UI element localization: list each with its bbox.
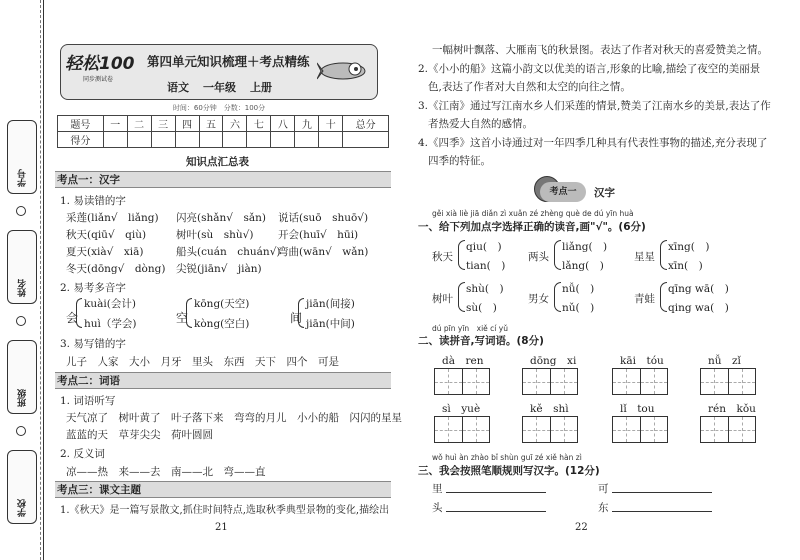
polyphone-reading: kōng(天空) bbox=[194, 298, 250, 310]
score-header-cell: 十 bbox=[319, 116, 343, 132]
writing-cell[interactable] bbox=[641, 417, 668, 442]
pinyin-annotation: gěi xià liè jiā diǎn zì xuǎn zé zhèng què de dú yīn huà bbox=[432, 209, 634, 218]
binding-hole bbox=[16, 426, 26, 436]
reading-choice: 采莲(liǎn√ liǎng) bbox=[66, 212, 159, 224]
score-header-cell: 八 bbox=[271, 116, 295, 132]
reading-choice: 船头(cuán chuán√) bbox=[176, 246, 281, 258]
brace bbox=[298, 298, 304, 328]
score-header-cell: 三 bbox=[151, 116, 175, 132]
option-word: 树叶 bbox=[432, 293, 453, 305]
polyphone-reading: jiān(中间) bbox=[306, 318, 355, 330]
polyphone-char: 会 bbox=[66, 311, 79, 325]
dictation-words: 蓝蓝的天 草芽尖尖 荷叶圆圆 bbox=[66, 429, 213, 441]
score-cell[interactable] bbox=[319, 132, 343, 148]
body-text: 3.《江南》通过写江南水乡人们采莲的情景,赞美了江南水乡的美景,表达了作 bbox=[418, 100, 771, 112]
polyphone-reading: jiān(间接) bbox=[306, 298, 355, 310]
score-header-cell: 四 bbox=[175, 116, 199, 132]
tianzige-box[interactable] bbox=[522, 368, 578, 395]
pinyin-option[interactable]: shù( ) bbox=[466, 283, 504, 295]
score-label-cell: 得分 bbox=[58, 132, 104, 148]
body-text: 四季的特征。 bbox=[428, 155, 491, 167]
easy-wrong-words: 儿子 人家 大小 月牙 里头 东西 天下 四个 可是 bbox=[66, 356, 339, 368]
score-cell[interactable] bbox=[247, 132, 271, 148]
cut-line bbox=[40, 0, 41, 560]
pinyin-option[interactable]: qīng wā( ) bbox=[668, 283, 729, 295]
topic-title: 汉字 bbox=[594, 187, 615, 199]
write-line[interactable] bbox=[446, 511, 546, 512]
writing-cell[interactable] bbox=[463, 369, 490, 394]
brace bbox=[660, 240, 667, 270]
option-word: 男女 bbox=[528, 293, 549, 305]
score-cell[interactable] bbox=[103, 132, 127, 148]
score-header-cell: 一 bbox=[103, 116, 127, 132]
antonym-list: 凉——热 来——去 南——北 弯——直 bbox=[66, 466, 266, 478]
write-line[interactable] bbox=[612, 511, 712, 512]
score-header-cell: 题号 bbox=[58, 116, 104, 132]
option-word: 两头 bbox=[528, 251, 549, 263]
polyphone-reading: huì（学会) bbox=[84, 318, 137, 330]
dictation-words: 天气凉了 树叶黄了 叶子落下来 弯弯的月儿 小小的船 闪闪的星星 bbox=[66, 412, 402, 424]
question-label: 1. 易读错的字 bbox=[60, 195, 126, 207]
pinyin-option[interactable]: qing wa( ) bbox=[668, 302, 729, 314]
brace bbox=[660, 282, 667, 312]
stroke-char: 头 bbox=[432, 502, 443, 514]
score-header-cell: 九 bbox=[295, 116, 319, 132]
binding-margin bbox=[0, 0, 44, 560]
brand-logo: 轻松100 同步测试卷 bbox=[65, 54, 135, 83]
writing-cell[interactable] bbox=[701, 417, 729, 442]
student-id-tab: 学号 bbox=[7, 120, 37, 194]
score-header-cell: 总分 bbox=[343, 116, 389, 132]
stroke-char: 里 bbox=[432, 483, 443, 495]
page-number: 21 bbox=[215, 522, 228, 533]
writing-cell[interactable] bbox=[551, 369, 578, 394]
option-word: 秋天 bbox=[432, 251, 453, 263]
writing-cell[interactable] bbox=[523, 369, 551, 394]
tianzige-box[interactable] bbox=[700, 416, 756, 443]
score-cell[interactable] bbox=[271, 132, 295, 148]
pinyin-option[interactable]: qiu( ) bbox=[466, 241, 502, 253]
body-text: 者热爱大自然的感情。 bbox=[428, 118, 533, 130]
score-cell[interactable] bbox=[175, 132, 199, 148]
topic-badge: 考点一 bbox=[540, 182, 586, 202]
writing-cell[interactable] bbox=[701, 369, 729, 394]
write-line[interactable] bbox=[612, 492, 712, 493]
question-title: 二、读拼音,写词语。(8分) bbox=[418, 335, 544, 347]
tianzige-box[interactable] bbox=[434, 368, 490, 395]
score-header-cell: 二 bbox=[127, 116, 151, 132]
score-header-cell: 七 bbox=[247, 116, 271, 132]
question-label: 3. 易写错的字 bbox=[60, 338, 126, 350]
subject-line: 语文 一年级 上册 bbox=[167, 81, 272, 94]
header-banner bbox=[60, 44, 378, 100]
writing-cell[interactable] bbox=[613, 369, 641, 394]
pinyin-option[interactable]: liǎng( ) bbox=[562, 241, 608, 253]
pinyin-option[interactable]: tian( ) bbox=[466, 260, 506, 272]
reading-choice: 弯曲(wān√ wǎn) bbox=[278, 246, 369, 258]
tianzige-box[interactable] bbox=[434, 416, 490, 443]
time-score-info: 时间：60分钟 分数：100分 bbox=[172, 104, 266, 112]
writing-cell[interactable] bbox=[613, 417, 641, 442]
pinyin-prompt: dōng xi bbox=[530, 355, 577, 367]
score-cell[interactable] bbox=[199, 132, 223, 148]
tianzige-box[interactable] bbox=[522, 416, 578, 443]
question-label: 2. 易考多音字 bbox=[60, 282, 126, 294]
brace bbox=[458, 282, 465, 312]
writing-cell[interactable] bbox=[463, 417, 490, 442]
writing-cell[interactable] bbox=[551, 417, 578, 442]
theme-text: 1.《秋天》是一篇写景散文,抓住时间特点,选取秋季典型景物的变化,描绘出 bbox=[60, 505, 390, 516]
reading-choice: 说话(suō shuō√) bbox=[278, 212, 369, 224]
brace bbox=[186, 298, 192, 328]
pinyin-prompt: kāi tóu bbox=[620, 355, 664, 367]
score-cell[interactable] bbox=[127, 132, 151, 148]
writing-cell[interactable] bbox=[729, 369, 756, 394]
reading-choice: 尖锐(jiān√ jiàn) bbox=[176, 263, 262, 275]
pinyin-prompt: rén kǒu bbox=[708, 403, 756, 415]
school-tab: 学校 bbox=[7, 450, 37, 524]
pinyin-prompt: sì yuè bbox=[442, 403, 481, 415]
pinyin-option[interactable]: sù( ) bbox=[466, 302, 497, 314]
stroke-char: 东 bbox=[598, 502, 609, 514]
score-cell[interactable] bbox=[295, 132, 319, 148]
pinyin-prompt: dà ren bbox=[442, 355, 484, 367]
brace bbox=[458, 240, 465, 270]
body-text: 2.《小小的船》这篇小韵文以优美的语言,形象的比喻,描绘了夜空的美丽景 bbox=[418, 63, 761, 75]
summary-title: 知识点汇总表 bbox=[186, 156, 249, 168]
brace bbox=[554, 240, 561, 270]
question-label: 2. 反义词 bbox=[60, 448, 105, 460]
tianzige-box[interactable] bbox=[700, 368, 756, 395]
score-cell[interactable] bbox=[223, 132, 247, 148]
writing-cell[interactable] bbox=[435, 369, 463, 394]
section-header: 考点一：汉字 bbox=[55, 171, 391, 188]
writing-cell[interactable] bbox=[729, 417, 756, 442]
option-word: 青蛙 bbox=[634, 293, 655, 305]
score-table bbox=[57, 115, 389, 148]
pinyin-prompt: nǚ zǐ bbox=[708, 355, 741, 367]
polyphone-char: 间 bbox=[290, 311, 303, 325]
rocket-illustration bbox=[317, 53, 369, 89]
writing-cell[interactable] bbox=[523, 417, 551, 442]
polyphone-char: 空 bbox=[176, 311, 189, 325]
reading-choice: 树叶(sù shù√) bbox=[176, 229, 254, 241]
pinyin-option[interactable]: xīng( ) bbox=[668, 241, 710, 253]
tianzige-box[interactable] bbox=[612, 368, 668, 395]
pinyin-option[interactable]: xīn( ) bbox=[668, 260, 703, 272]
score-cell[interactable] bbox=[343, 132, 389, 148]
pinyin-option[interactable]: nǔ( ) bbox=[562, 302, 595, 314]
reading-choice: 冬天(dōng√ dòng) bbox=[66, 263, 166, 275]
name-tab: 姓名 bbox=[7, 230, 37, 304]
write-line[interactable] bbox=[446, 492, 546, 493]
pinyin-prompt: lǐ tou bbox=[620, 403, 655, 415]
body-text: 4.《四季》这首小诗通过对一年四季几种具有代表性事物的描述,充分表现了 bbox=[418, 137, 768, 149]
option-word: 星星 bbox=[634, 251, 655, 263]
score-cell[interactable] bbox=[151, 132, 175, 148]
writing-cell[interactable] bbox=[435, 417, 463, 442]
pinyin-annotation: dú pīn yīn xiě cí yǔ bbox=[432, 324, 508, 333]
pinyin-option[interactable]: nǚ( ) bbox=[562, 283, 595, 295]
tianzige-box[interactable] bbox=[612, 416, 668, 443]
polyphone-reading: kòng(空白) bbox=[194, 318, 250, 330]
stroke-char: 可 bbox=[598, 483, 609, 495]
pinyin-annotation: wǒ huì àn zhào bǐ shùn guī zé xiě hàn zì bbox=[432, 453, 582, 462]
question-title: 一、给下列加点字选择正确的读音,画"√"。(6分) bbox=[418, 221, 646, 233]
question-label: 1. 词语听写 bbox=[60, 395, 116, 407]
brace bbox=[554, 282, 561, 312]
reading-choice: 秋天(qiū√ qiù) bbox=[66, 229, 147, 241]
question-title: 三、我会按照笔顺规则写汉字。(12分) bbox=[418, 465, 600, 477]
pinyin-prompt: kě shì bbox=[530, 403, 569, 415]
class-tab: 班级 bbox=[7, 340, 37, 414]
page-title: 第四单元知识梳理＋考点精练 bbox=[147, 54, 310, 69]
score-header-cell: 五 bbox=[199, 116, 223, 132]
section-header: 考点二：词语 bbox=[55, 372, 391, 389]
binding-hole bbox=[16, 206, 26, 216]
reading-choice: 夏天(xià√ xiā) bbox=[66, 246, 144, 258]
score-header-cell: 六 bbox=[223, 116, 247, 132]
reading-choice: 闪亮(shǎn√ sǎn) bbox=[176, 212, 266, 224]
binding-hole bbox=[16, 316, 26, 326]
polyphone-reading: kuài(会计) bbox=[84, 298, 136, 310]
body-text: 色,表达了作者对大自然和太空的向往之情。 bbox=[428, 81, 631, 93]
pinyin-option[interactable]: lǎng( ) bbox=[562, 260, 604, 272]
reading-choice: 开会(huī√ hūi) bbox=[278, 229, 359, 241]
brace bbox=[76, 298, 82, 328]
writing-cell[interactable] bbox=[641, 369, 668, 394]
body-text: 一幅树叶飘落、大雁南飞的秋景图。表达了作者对秋天的喜爱赞美之情。 bbox=[432, 44, 768, 56]
page-number: 22 bbox=[575, 522, 588, 533]
section-header: 考点三：课文主题 bbox=[55, 481, 391, 498]
